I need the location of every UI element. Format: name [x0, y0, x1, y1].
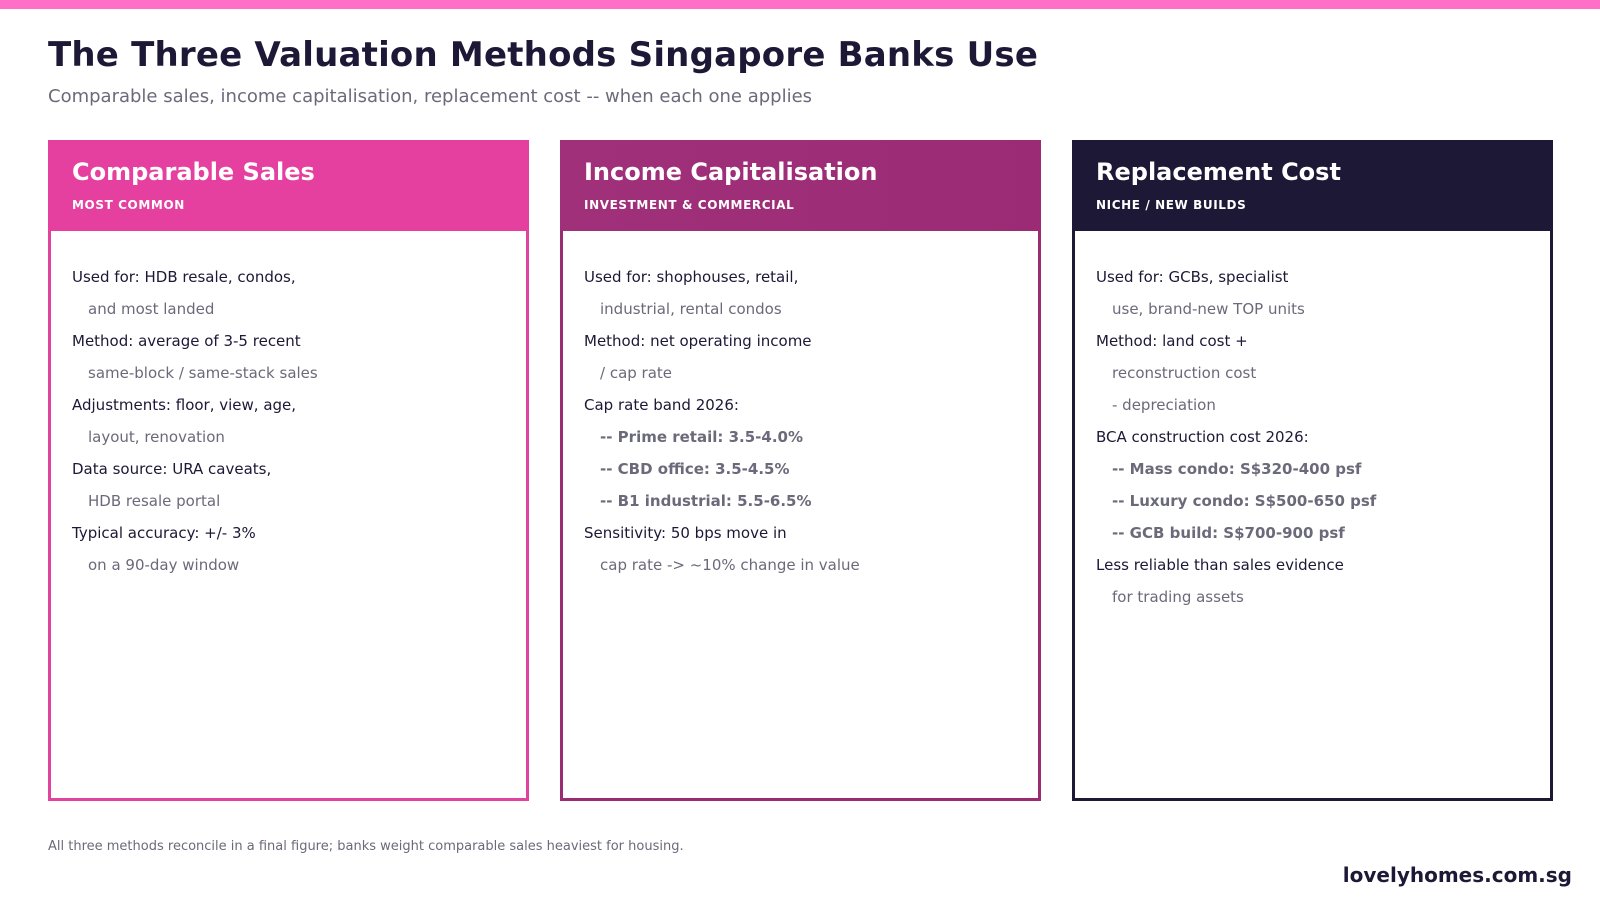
card-header	[560, 140, 1041, 231]
card-line: -- Mass condo: S$320-400 psf	[1112, 460, 1362, 478]
page-title: The Three Valuation Methods Singapore Banks Use	[48, 35, 1039, 75]
card-line: Data source: URA caveats,	[72, 460, 272, 478]
card-line: -- Prime retail: 3.5-4.0%	[600, 428, 803, 446]
card-line: Adjustments: floor, view, age,	[72, 396, 297, 414]
card-line: on a 90-day window	[88, 556, 240, 574]
card-line: layout, renovation	[88, 428, 225, 446]
footnote: All three methods reconcile in a final figure; banks weight comparable sales heaviest for housing.	[48, 839, 684, 854]
card-line: reconstruction cost	[1112, 364, 1257, 382]
card-line: HDB resale portal	[88, 492, 221, 510]
card-title: Comparable Sales	[72, 158, 315, 186]
card-header	[1072, 140, 1553, 231]
card-line: Sensitivity: 50 bps move in	[584, 524, 787, 542]
card-line: same-block / same-stack sales	[88, 364, 318, 382]
card-line: and most landed	[88, 300, 215, 318]
card-tag: INVESTMENT & COMMERCIAL	[584, 198, 795, 212]
card-line: -- CBD office: 3.5-4.5%	[600, 460, 790, 478]
card-title: Income Capitalisation	[584, 158, 878, 186]
card-body	[1096, 261, 1540, 613]
card-header	[48, 140, 529, 231]
card-comparable-sales	[48, 140, 529, 801]
card-line: industrial, rental condos	[600, 300, 782, 318]
card-line: Typical accuracy: +/- 3%	[72, 524, 256, 542]
card-line: -- B1 industrial: 5.5-6.5%	[600, 492, 812, 510]
card-line: Method: average of 3-5 recent	[72, 332, 301, 350]
card-replacement-cost	[1072, 140, 1553, 801]
page-subtitle: Comparable sales, income capitalisation, replacement cost -- when each one applies	[48, 86, 813, 107]
card-line: for trading assets	[1112, 588, 1244, 606]
card-line: Method: land cost +	[1096, 332, 1248, 350]
card-line: -- GCB build: S$700-900 psf	[1112, 524, 1345, 542]
card-line: cap rate -> ~10% change in value	[600, 556, 860, 574]
card-line: Less reliable than sales evidence	[1096, 556, 1344, 574]
card-income-capitalisation	[560, 140, 1041, 801]
card-tag: NICHE / NEW BUILDS	[1096, 198, 1247, 212]
brand-logo-text: lovelyhomes.com.sg	[1342, 863, 1572, 887]
accent-bar	[0, 0, 1600, 9]
card-tag: MOST COMMON	[72, 198, 185, 212]
card-line: -- Luxury condo: S$500-650 psf	[1112, 492, 1377, 510]
card-line: Used for: HDB resale, condos,	[72, 268, 296, 286]
card-line: use, brand-new TOP units	[1112, 300, 1305, 318]
card-line: Used for: shophouses, retail,	[584, 268, 799, 286]
card-title: Replacement Cost	[1096, 158, 1341, 186]
card-line: BCA construction cost 2026:	[1096, 428, 1309, 446]
card-line: Used for: GCBs, specialist	[1096, 268, 1289, 286]
card-body	[584, 261, 1028, 581]
card-line: - depreciation	[1112, 396, 1216, 414]
card-line: / cap rate	[600, 364, 673, 382]
card-body	[72, 261, 516, 581]
card-line: Method: net operating income	[584, 332, 812, 350]
card-line: Cap rate band 2026:	[584, 396, 739, 414]
